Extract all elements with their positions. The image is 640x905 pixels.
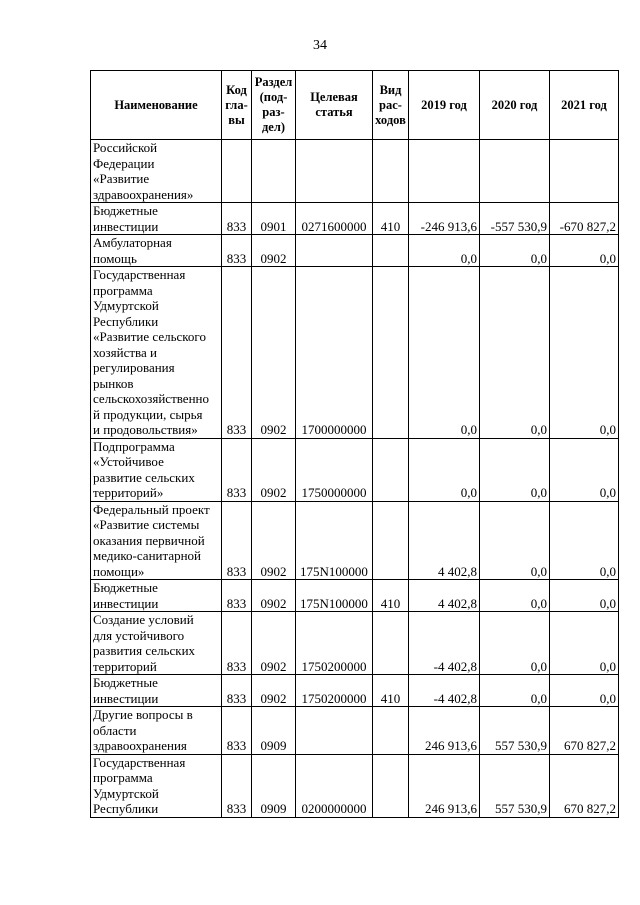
cell-chapter-code: 833: [222, 580, 252, 612]
budget-table: [90, 70, 619, 818]
cell-target-article: 0200000000: [296, 754, 373, 817]
cell-chapter-code: 833: [222, 438, 252, 501]
cell-year-2019: 246 913,6: [409, 707, 480, 755]
cell-year-2021: -670 827,2: [550, 203, 619, 235]
cell-expense-type: [373, 267, 409, 439]
table-row: [91, 754, 619, 817]
cell-year-2021: 670 827,2: [550, 707, 619, 755]
cell-year-2019: 4 402,8: [409, 580, 480, 612]
cell-year-2021: 0,0: [550, 438, 619, 501]
cell-chapter-code: 833: [222, 267, 252, 439]
header-name: Наименование: [91, 71, 222, 140]
cell-chapter-code: 833: [222, 235, 252, 267]
header-expense-type: Вид рас- ходов: [373, 71, 409, 140]
cell-year-2020: 0,0: [480, 501, 550, 580]
cell-target-article: 1750200000: [296, 612, 373, 675]
cell-section: 0902: [252, 501, 296, 580]
cell-year-2021: 0,0: [550, 501, 619, 580]
cell-year-2021: [550, 140, 619, 203]
cell-name: Государственная программа Удмуртской Республики: [91, 754, 222, 817]
cell-section: [252, 140, 296, 203]
cell-target-article: 1750000000: [296, 438, 373, 501]
header-year-2019: 2019 год: [409, 71, 480, 140]
cell-year-2021: 670 827,2: [550, 754, 619, 817]
cell-name: Создание условий для устойчивого развития сельских территорий: [91, 612, 222, 675]
cell-year-2019: [409, 140, 480, 203]
cell-expense-type: [373, 707, 409, 755]
cell-year-2020: 0,0: [480, 580, 550, 612]
cell-section: 0902: [252, 580, 296, 612]
cell-section: 0909: [252, 707, 296, 755]
cell-section: 0902: [252, 612, 296, 675]
cell-expense-type: 410: [373, 203, 409, 235]
cell-year-2019: 246 913,6: [409, 754, 480, 817]
cell-year-2021: 0,0: [550, 235, 619, 267]
cell-section: 0902: [252, 438, 296, 501]
cell-target-article: 175N100000: [296, 580, 373, 612]
cell-target-article: 1700000000: [296, 267, 373, 439]
cell-expense-type: [373, 754, 409, 817]
cell-year-2019: 0,0: [409, 235, 480, 267]
table-row: [91, 203, 619, 235]
cell-name: Бюджетные инвестиции: [91, 203, 222, 235]
cell-name: Амбулаторная помощь: [91, 235, 222, 267]
cell-expense-type: [373, 235, 409, 267]
cell-section: 0902: [252, 267, 296, 439]
cell-chapter-code: [222, 140, 252, 203]
cell-target-article: 175N100000: [296, 501, 373, 580]
table-row: [91, 267, 619, 439]
cell-year-2020: 0,0: [480, 675, 550, 707]
cell-expense-type: [373, 501, 409, 580]
header-target-article: Целевая статья: [296, 71, 373, 140]
cell-year-2019: -4 402,8: [409, 612, 480, 675]
table-row: [91, 675, 619, 707]
cell-chapter-code: 833: [222, 501, 252, 580]
cell-expense-type: 410: [373, 580, 409, 612]
table-body: [91, 140, 619, 818]
cell-name: Подпрограмма «Устойчивое развитие сельских территорий»: [91, 438, 222, 501]
cell-year-2020: 0,0: [480, 438, 550, 501]
cell-target-article: [296, 707, 373, 755]
cell-year-2019: -4 402,8: [409, 675, 480, 707]
table-header-row: [91, 71, 619, 140]
table-row: [91, 140, 619, 203]
cell-year-2021: 0,0: [550, 580, 619, 612]
cell-year-2021: 0,0: [550, 267, 619, 439]
cell-chapter-code: 833: [222, 754, 252, 817]
header-year-2020: 2020 год: [480, 71, 550, 140]
table-row: [91, 580, 619, 612]
cell-name: Другие вопросы в области здравоохранения: [91, 707, 222, 755]
cell-chapter-code: 833: [222, 203, 252, 235]
cell-year-2021: 0,0: [550, 612, 619, 675]
cell-name: Бюджетные инвестиции: [91, 580, 222, 612]
cell-section: 0909: [252, 754, 296, 817]
cell-year-2020: 557 530,9: [480, 707, 550, 755]
cell-target-article: 0271600000: [296, 203, 373, 235]
cell-year-2021: 0,0: [550, 675, 619, 707]
cell-expense-type: [373, 140, 409, 203]
cell-year-2019: 0,0: [409, 438, 480, 501]
cell-target-article: [296, 140, 373, 203]
table-row: [91, 501, 619, 580]
cell-year-2020: [480, 140, 550, 203]
cell-section: 0902: [252, 235, 296, 267]
cell-year-2019: 0,0: [409, 267, 480, 439]
cell-name: Федеральный проект «Развитие системы оказания первичной медико-санитарной помощи»: [91, 501, 222, 580]
page-number: 34: [313, 38, 327, 53]
cell-year-2019: 4 402,8: [409, 501, 480, 580]
cell-section: 0901: [252, 203, 296, 235]
cell-name: Государственная программа Удмуртской Республики «Развитие сельского хозяйства и регулирования рынков сельскохозяйственно й продукции, сырья и продовольствия»: [91, 267, 222, 439]
cell-year-2020: 0,0: [480, 612, 550, 675]
cell-section: 0902: [252, 675, 296, 707]
table-row: [91, 438, 619, 501]
cell-name: Российской Федерации «Развитие здравоохранения»: [91, 140, 222, 203]
table-row: [91, 235, 619, 267]
cell-target-article: [296, 235, 373, 267]
cell-chapter-code: 833: [222, 707, 252, 755]
cell-year-2020: 557 530,9: [480, 754, 550, 817]
cell-year-2019: -246 913,6: [409, 203, 480, 235]
header-year-2021: 2021 год: [550, 71, 619, 140]
cell-year-2020: -557 530,9: [480, 203, 550, 235]
cell-year-2020: 0,0: [480, 235, 550, 267]
header-section: Раздел (под- раз- дел): [252, 71, 296, 140]
cell-expense-type: [373, 612, 409, 675]
cell-target-article: 1750200000: [296, 675, 373, 707]
cell-chapter-code: 833: [222, 675, 252, 707]
cell-year-2020: 0,0: [480, 267, 550, 439]
cell-expense-type: [373, 438, 409, 501]
table-row: [91, 707, 619, 755]
cell-expense-type: 410: [373, 675, 409, 707]
table-row: [91, 612, 619, 675]
cell-name: Бюджетные инвестиции: [91, 675, 222, 707]
header-chapter-code: Код гла- вы: [222, 71, 252, 140]
cell-chapter-code: 833: [222, 612, 252, 675]
